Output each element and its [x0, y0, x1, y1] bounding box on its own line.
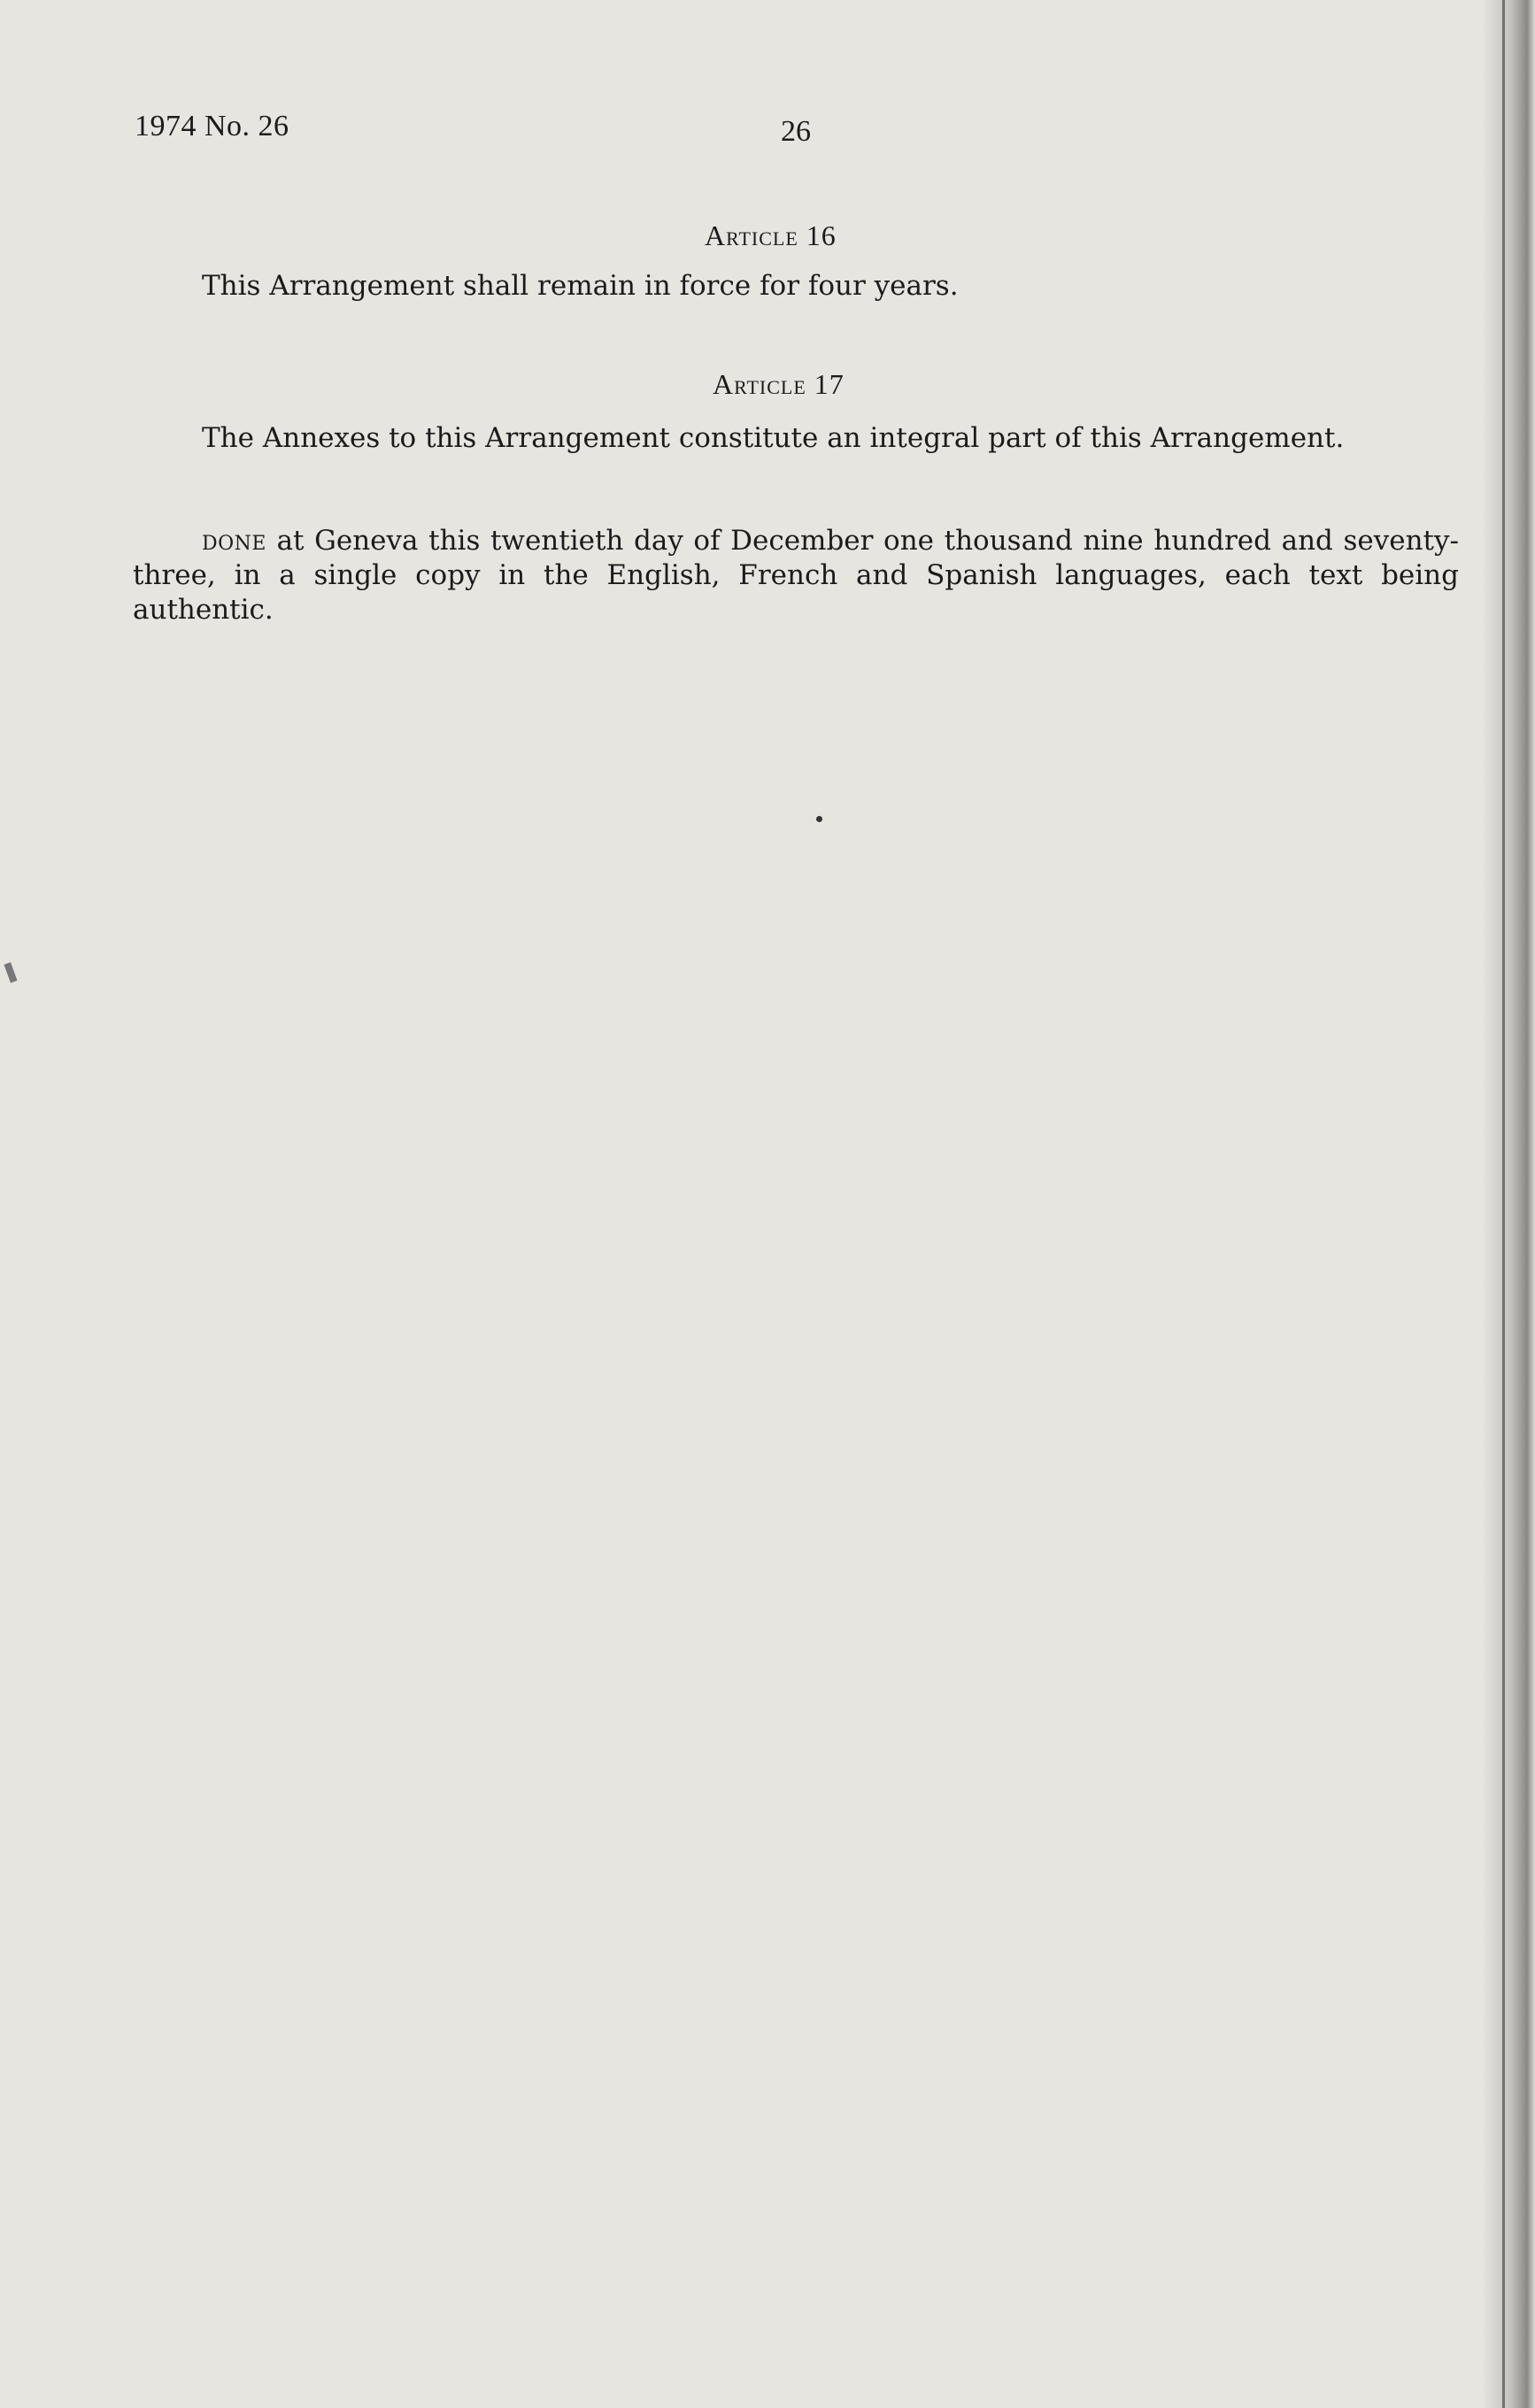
article-17-text: The Annexes to this Arrangement constitute an integral part of this Arrangement.	[202, 422, 1345, 454]
binding-edge	[1502, 0, 1505, 2408]
done-label: done	[202, 525, 266, 557]
ink-dot	[816, 816, 822, 822]
article-17-heading: Article 17	[713, 368, 845, 400]
page-number: 26	[781, 115, 811, 148]
closing-paragraph	[133, 524, 1459, 627]
article-16-heading: Article 16	[705, 219, 837, 251]
margin-mark	[4, 962, 17, 982]
closing-text: at Geneva this twentieth day of December one thousand nine hundred and seventy-three, in a single copy in the English, French and Spanish languages, each text being authentic.	[133, 525, 1459, 626]
article-16-text: This Arrangement shall remain in force for four years.	[202, 270, 959, 302]
bleed-through-text	[133, 159, 1461, 2283]
binding-shadow	[1482, 0, 1535, 2408]
running-header: 1974 No. 26	[135, 110, 289, 142]
